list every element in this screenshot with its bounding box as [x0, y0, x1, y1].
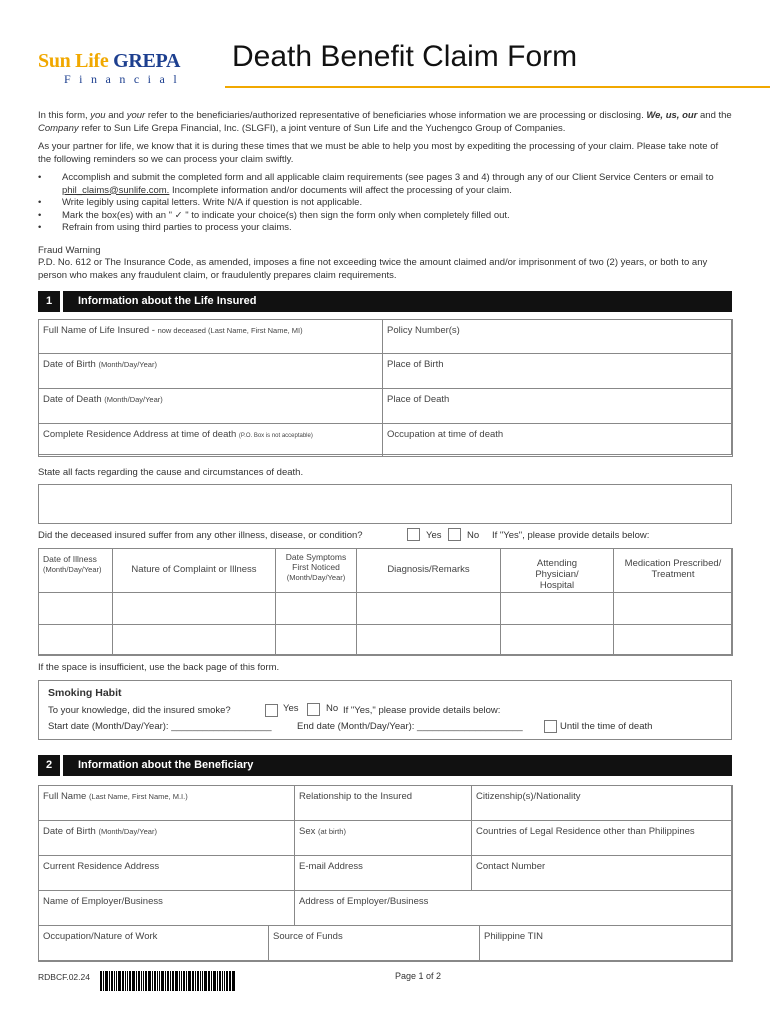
insured-full-name-field[interactable]: Full Name of Life Insured - now deceased (Last Name, First Name, MI): [38, 319, 383, 354]
smoking-habit-box: [38, 680, 732, 740]
illness-row-2-nature[interactable]: [112, 624, 276, 656]
source-of-funds-field[interactable]: Source of Funds: [268, 925, 480, 962]
illness-row-2-diagnosis[interactable]: [356, 624, 501, 656]
place-of-birth-field[interactable]: Place of Birth: [382, 353, 733, 389]
reminders-list: [38, 172, 732, 235]
residence-address-field[interactable]: Current Residence Address: [38, 855, 295, 891]
brand-grepa: GREPA: [113, 50, 181, 72]
illness-row-1-medication[interactable]: [613, 592, 733, 625]
reminder-item: • Mark the box(es) with an " ✓ " to indicate your choice(s) then sign the form only when completely filled out.: [38, 210, 732, 223]
illness-no-checkbox[interactable]: [448, 528, 461, 541]
section-1-header: [38, 291, 732, 312]
illness-row-2-symptoms[interactable]: [275, 624, 357, 656]
employer-address-field[interactable]: Address of Employer/Business: [294, 890, 733, 926]
reminder-item: • Write legibly using capital letters. Write N/A if question is not applicable.: [38, 197, 732, 210]
col-nature: Nature of Complaint or Illness: [112, 548, 276, 593]
illness-if-yes: If "Yes", please provide details below:: [492, 530, 650, 541]
smoking-if-yes: If "Yes," please provide details below:: [343, 705, 501, 716]
col-diagnosis: Diagnosis/Remarks: [356, 548, 501, 593]
section-title: Information about the Beneficiary: [78, 759, 254, 771]
residence-address-field[interactable]: Complete Residence Address at time of death (P.O. Box is not acceptable): [38, 423, 383, 457]
section-title: Information about the Life Insured: [78, 295, 257, 307]
email-field[interactable]: E-mail Address: [294, 855, 472, 891]
smoking-yes-checkbox[interactable]: [265, 704, 278, 717]
illness-row-1-date[interactable]: [38, 592, 113, 625]
col-date-of-illness: Date of Illness (Month/Day/Year): [38, 548, 113, 593]
illness-row-1-physician[interactable]: [500, 592, 614, 625]
life-insured-grid: [38, 319, 732, 455]
fraud-warning-text: P.D. No. 612 or The Insurance Code, as amended, imposes a fine not exceeding twice the amount claimed and/or imprisonment of two (2) years, or both to any person who makes any fraudulent claim, or fraudulently prepares claim requirements.: [38, 257, 708, 281]
illness-row-2-date[interactable]: [38, 624, 113, 656]
citizenship-field[interactable]: Citizenship(s)/Nationality: [471, 785, 733, 821]
contact-number-field[interactable]: Contact Number: [471, 855, 733, 891]
until-death-label: Until the time of death: [560, 721, 653, 732]
reminder-item: • Refrain from using third parties to process your claims.: [38, 222, 732, 235]
smoking-yes-label: Yes: [283, 703, 299, 714]
reminder-item: • Accomplish and submit the completed form and all applicable claim requirements (see pages 3 and 4) through any of our Client Service Centers or email to phil_claims@sunlife.com. Incomplete information and/or documents will affect the processing of your claim.: [38, 172, 732, 197]
beneficiary-dob-field[interactable]: Date of Birth (Month/Day/Year): [38, 820, 295, 856]
illness-no-label: No: [467, 530, 480, 541]
brand-financial: Financial: [64, 72, 186, 86]
sex-field[interactable]: Sex (at birth): [294, 820, 472, 856]
countries-residence-field[interactable]: Countries of Legal Residence other than Philippines: [471, 820, 733, 856]
place-of-death-field[interactable]: Place of Death: [382, 388, 733, 424]
until-death-checkbox[interactable]: [544, 720, 557, 733]
employer-name-field[interactable]: Name of Employer/Business: [38, 890, 295, 926]
page-number: Page 1 of 2: [395, 971, 442, 981]
page-title: Death Benefit Claim Form: [232, 40, 578, 73]
smoking-no-label: No: [326, 703, 339, 714]
illness-yes-checkbox[interactable]: [407, 528, 420, 541]
illness-question: Did the deceased insured suffer from any other illness, disease, or condition?: [38, 530, 363, 541]
claims-email-link[interactable]: phil_claims@sunlife.com.: [62, 184, 170, 196]
occupation-at-death-field[interactable]: Occupation at time of death: [382, 423, 733, 457]
illness-row-1-symptoms[interactable]: [275, 592, 357, 625]
sunlife-grepa-logo: [38, 50, 218, 87]
title-underline: [225, 86, 770, 88]
beneficiary-grid: [38, 785, 732, 961]
barcode: [100, 971, 290, 991]
relationship-field[interactable]: Relationship to the Insured: [294, 785, 472, 821]
smoking-end-date-field[interactable]: End date (Month/Day/Year): ____________________: [297, 721, 523, 732]
col-medication: Medication Prescribed/ Treatment: [613, 548, 733, 593]
section-number: 1: [38, 291, 63, 312]
brand-sun: Sun Life: [38, 50, 109, 72]
section-number: 2: [38, 755, 63, 776]
illness-table: [38, 548, 732, 655]
policy-number-field[interactable]: Policy Number(s): [382, 319, 733, 354]
facts-textarea[interactable]: [38, 484, 732, 524]
philippine-tin-field[interactable]: Philippine TIN: [479, 925, 733, 962]
illness-row-2-medication[interactable]: [613, 624, 733, 656]
smoking-question: To your knowledge, did the insured smoke?: [48, 705, 231, 716]
col-symptoms: Date Symptoms First Noticed (Month/Day/Year): [275, 548, 357, 593]
smoking-start-date-field[interactable]: Start date (Month/Day/Year): ___________________: [48, 721, 272, 732]
beneficiary-name-field[interactable]: Full Name (Last Name, First Name, M.I.): [38, 785, 295, 821]
illness-row-2-physician[interactable]: [500, 624, 614, 656]
facts-label: State all facts regarding the cause and circumstances of death.: [38, 467, 304, 478]
insured-dob-field[interactable]: Date of Birth (Month/Day/Year): [38, 353, 383, 389]
intro-paragraph-2: As your partner for life, we know that it is during these times that we must be able to help you most by expediting the processing of your claim. Please take note of the following reminders so we can process your claim swiftly.: [38, 141, 719, 165]
section-2-header: [38, 755, 732, 776]
illness-row-1-diagnosis[interactable]: [356, 592, 501, 625]
col-physician: Attending Physician/ Hospital: [500, 548, 614, 593]
illness-row-1-nature[interactable]: [112, 592, 276, 625]
occupation-field[interactable]: Occupation/Nature of Work: [38, 925, 269, 962]
insufficient-note: If the space is insufficient, use the back page of this form.: [38, 662, 280, 673]
illness-yes-label: Yes: [426, 530, 442, 541]
form-code: RDBCF.02.24: [38, 972, 90, 982]
smoking-no-checkbox[interactable]: [307, 703, 320, 716]
intro-paragraph-1: In this form, you and your refer to the beneficiaries/authorized representative of beneficiaries whose information we are processing or disclosing. We, us, our and the Company refer to Sun Life Grepa Financial, Inc. (SLGFI), a joint venture of Sun Life and the Yuchengco Group of Companies.: [38, 110, 732, 134]
fraud-warning-title: Fraud Warning: [38, 245, 101, 256]
smoking-title: Smoking Habit: [48, 687, 122, 699]
date-of-death-field[interactable]: Date of Death (Month/Day/Year): [38, 388, 383, 424]
